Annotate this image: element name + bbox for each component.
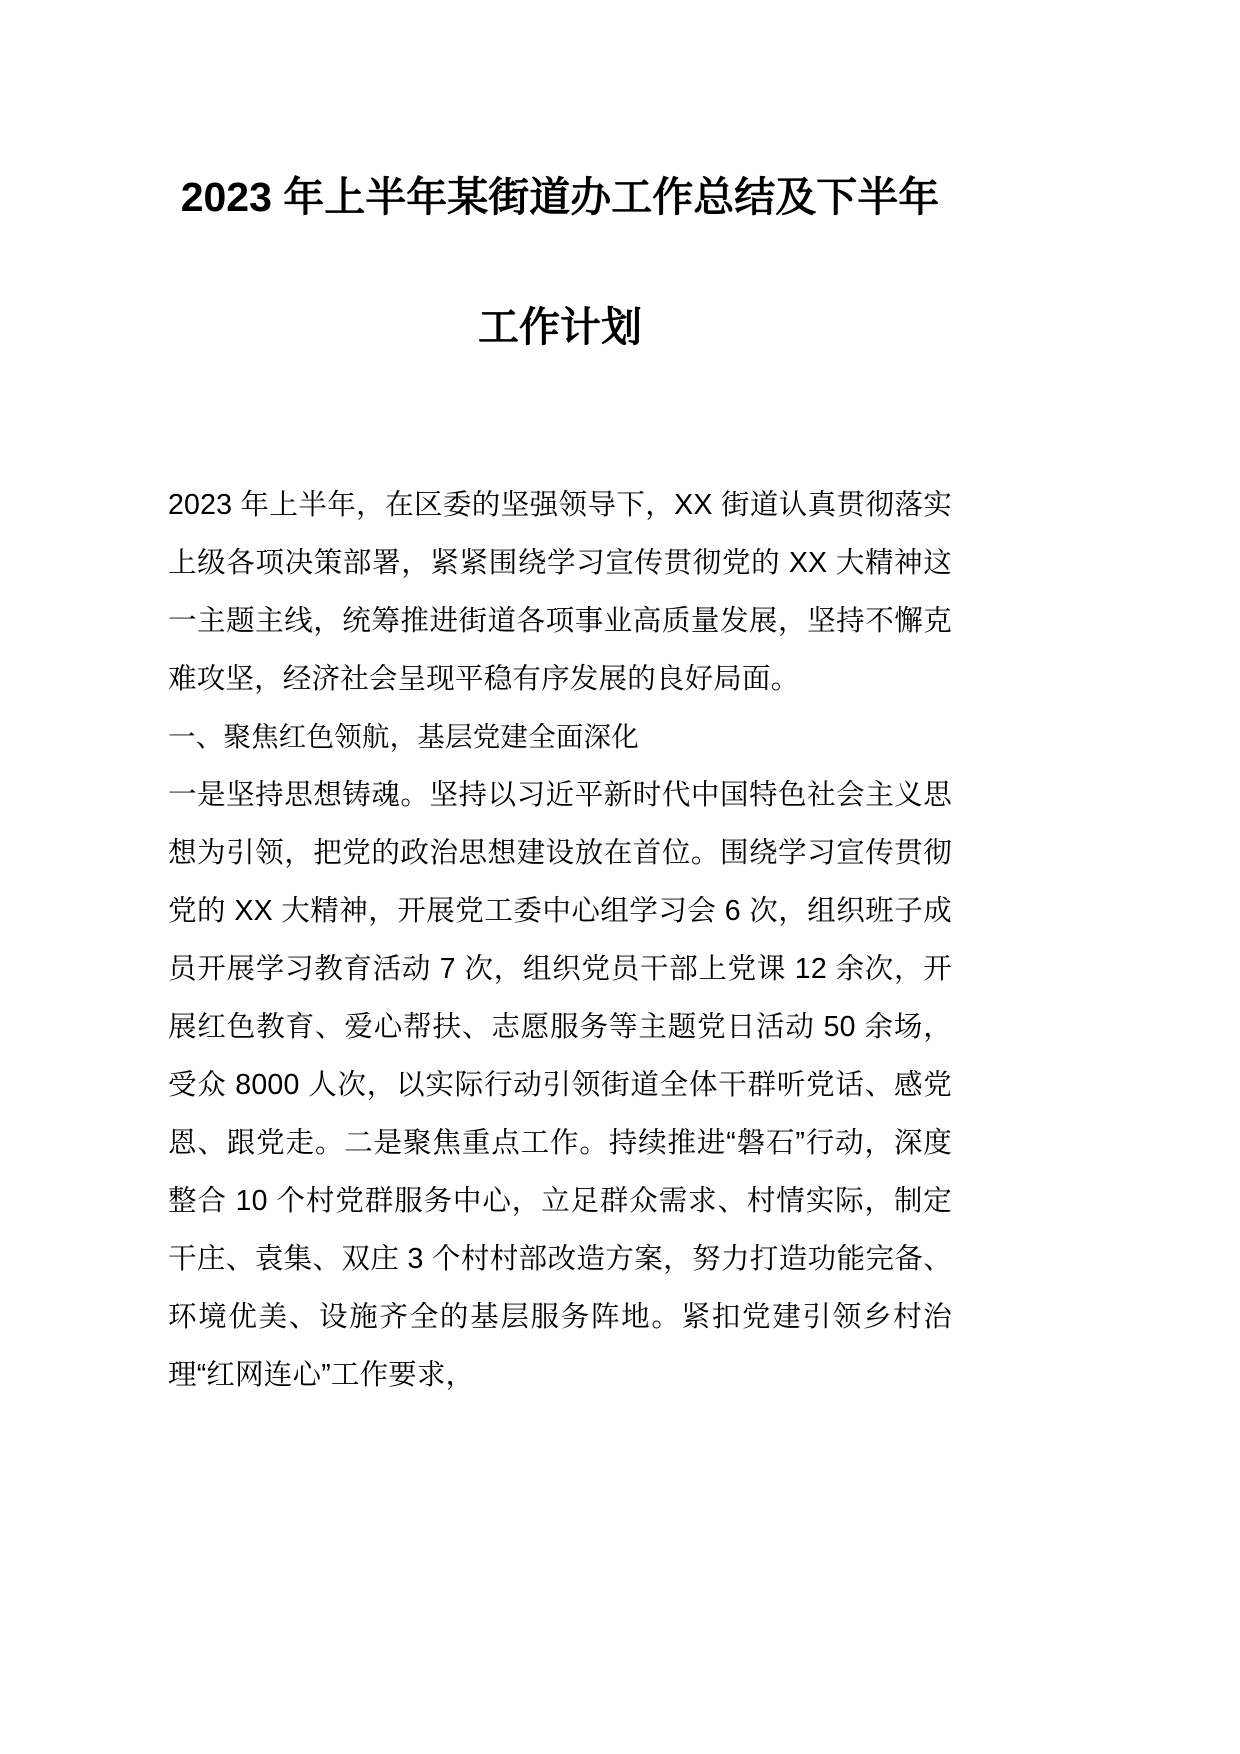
document-content — [168, 0, 952, 1404]
page-title — [168, 0, 952, 392]
section-heading-1: 一、聚焦红色领航，基层党建全面深化 — [168, 721, 639, 752]
title-line-2: 工作计划 — [478, 304, 642, 350]
title-line-1: 2023 年上半年某街道办工作总结及下半年 — [180, 174, 940, 220]
paragraph-section-1-body: 一是坚持思想铸魂。坚持以习近平新时代中国特色社会主义思想为引领，把党的政治思想建设放在首位。围绕学习宣传贯彻党的 XX 大精神，开展党工委中心组学习会 6 次，组织班子成员开展学习教育活动 7 次，组织党员干部上党课 12 余次，开展红色教育、爱心帮扶、志愿服务等主题党日活动 50 余场，受众 8000 人次，以实际行动引领街道全体干群听党话、感党恩、跟党走。二是聚焦重点工作。持续推进“磐石”行动，深度整合 10 个村党群服务中心，立足群众需求、村情实际，制定干庄、袁集、双庄 3 个村村部改造方案，努力打造功能完备、环境优美、设施齐全的基层服务阵地。紧扣党建引领乡村治理“红网连心”工作要求， — [168, 779, 952, 1391]
document-body — [168, 476, 952, 1404]
paragraph-intro: 2023 年上半年，在区委的坚强领导下，XX 街道认真贯彻落实上级各项决策部署，紧紧围绕学习宣传贯彻党的 XX 大精神这一主题主线，统筹推进街道各项事业高质量发展，坚持不懈克难攻坚，经济社会呈现平稳有序发展的良好局面。 — [168, 489, 952, 695]
